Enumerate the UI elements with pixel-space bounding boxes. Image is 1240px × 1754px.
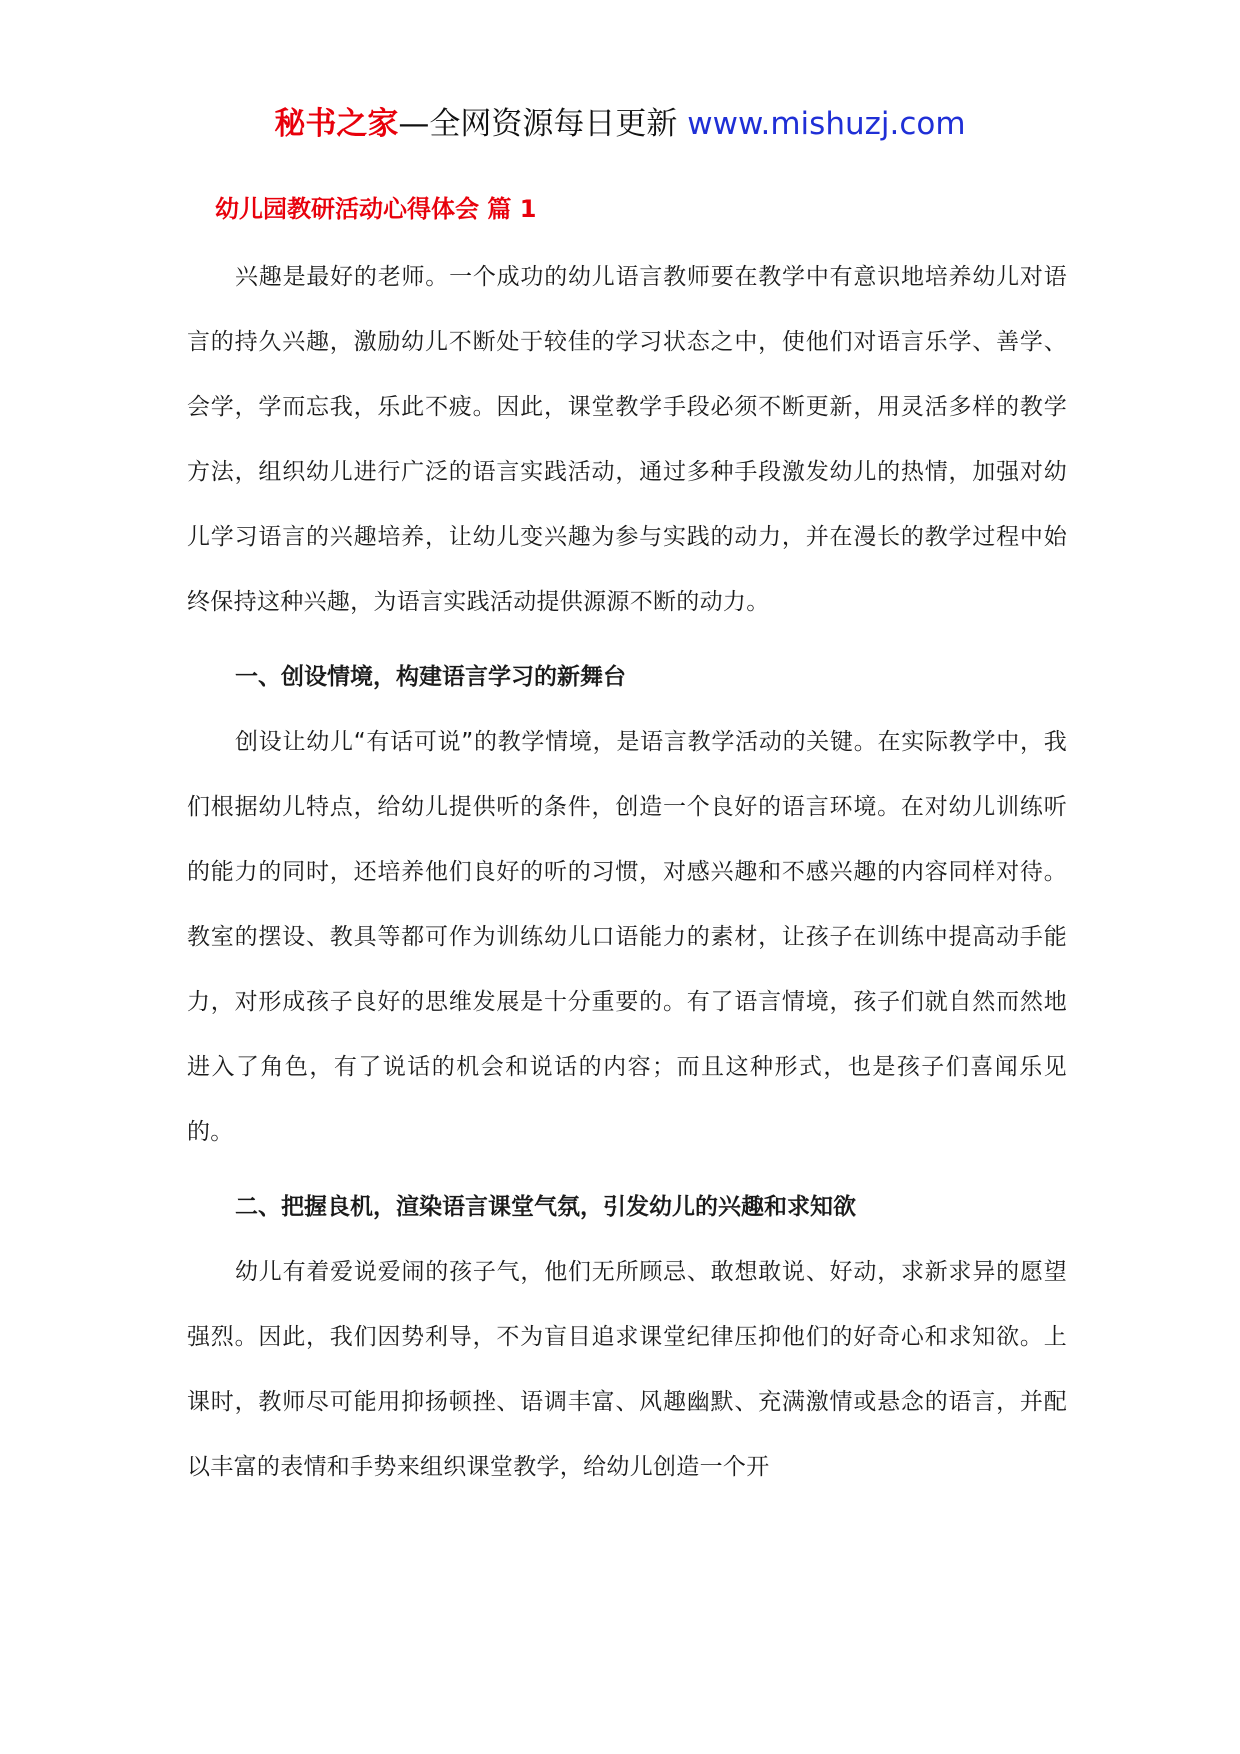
site-url-link[interactable]: www.mishuzj.com (687, 106, 966, 142)
intro-paragraph: 兴趣是最好的老师。一个成功的幼儿语言教师要在教学中有意识地培养幼儿对语言的持久兴趣，激励幼儿不断处于较佳的学习状态之中，使他们对语言乐学、善学、会学，学而忘我，乐此不疲。因此，课堂教学手段必须不断更新，用灵活多样的教学方法，组织幼儿进行广泛的语言实践活动，通过多种手段激发幼儿的热情，加强对幼儿学习语言的兴趣培养，让幼儿变兴趣为参与实践的动力，并在漫长的教学过程中始终保持这种兴趣，为语言实践活动提供源源不断的动力。 (187, 264, 1067, 615)
section-body-1: 创设让幼儿“有话可说”的教学情境，是语言教学活动的关键。在实际教学中，我们根据幼儿特点，给幼儿提供听的条件，创造一个良好的语言环境。在对幼儿训练听的能力的同时，还培养他们良好的听的习惯，对感兴趣和不感兴趣的内容同样对待。教室的摆设、教具等都可作为训练幼儿口语能力的素材，让孩子在训练中提高动手能力，对形成孩子良好的思维发展是十分重要的。有了语言情境，孩子们就自然而然地进入了角色，有了说话的机会和说话的内容；而且这种形式，也是孩子们喜闻乐见的。 (187, 729, 1067, 1145)
document-title: 幼儿园教研活动心得体会 篇 1 (215, 195, 537, 223)
document-body (187, 189, 1067, 1500)
section-body-2: 幼儿有着爱说爱闹的孩子气，他们无所顾忌、敢想敢说、好动，求新求异的愿望强烈。因此，我们因势利导，不为盲目追求课堂纪律压抑他们的好奇心和求知欲。上课时，教师尽可能用抑扬顿挫、语调丰富、风趣幽默、充满激情或悬念的语言，并配以丰富的表情和手势来组织课堂教学，给幼儿创造一个开 (187, 1259, 1067, 1480)
section-heading-2: 二、把握良机，渲染语言课堂气氛，引发幼儿的兴趣和求知欲 (235, 1194, 856, 1220)
site-tagline: —全网资源每日更新 (398, 106, 678, 142)
site-header (0, 98, 1240, 150)
section-heading-1: 一、创设情境，构建语言学习的新舞台 (235, 664, 626, 690)
site-brand: 秘书之家 (274, 106, 399, 142)
